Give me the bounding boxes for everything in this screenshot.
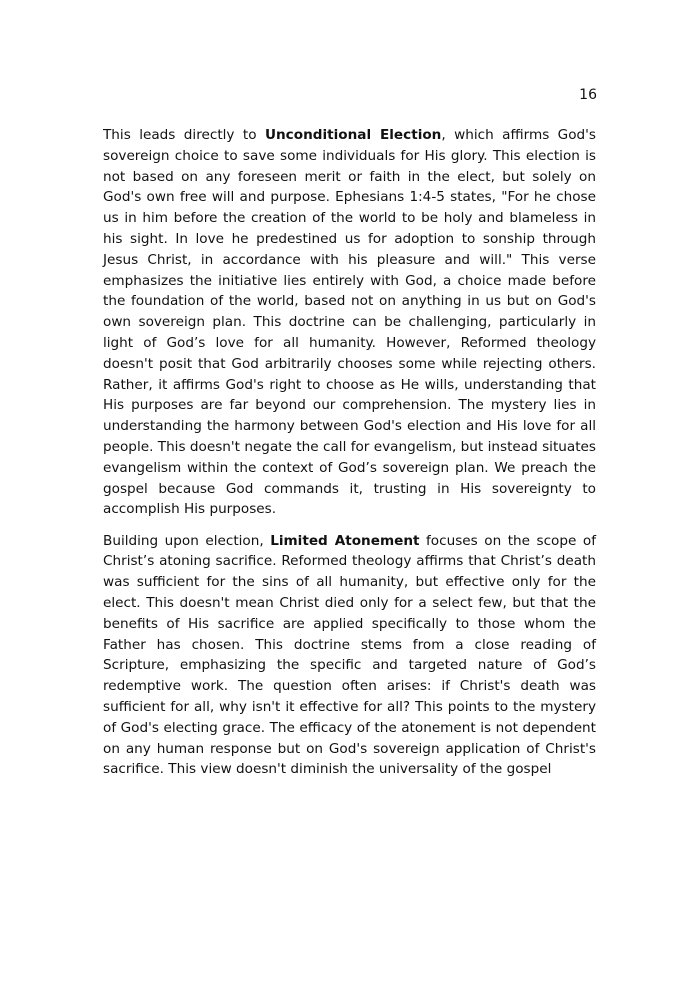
page-number: 16	[579, 87, 597, 103]
term-unconditional-election: Unconditional Election	[264, 127, 442, 143]
paragraph-limited-atonement	[103, 531, 596, 781]
paragraph-text-lead: Building upon election,	[103, 532, 271, 549]
paragraph-text-body: , which affirms God's sovereign choice to save some individuals for His glory. This election is not based on any foreseen merit or faith in the elect, but solely on God's own free will and purpose. Ephesians 1:4-5 states, "For he chose us in him before the creation of the world to be holy and blameless in his sight. In love he predestined us for adoption to sonship through Jesus Christ, in accordance with his pleasure and will." This verse emphasizes the initiative lies entirely with God, a choice made before the foundation of the world, based not on anything in us but on God's own sovereign plan. This doctrine can be challenging, particularly in light of God’s love for all humanity. However, Reformed theology doesn't posit that God arbitrarily chooses some while rejecting others. Rather, it affirms God's right to choose as He wills, understanding that His purposes are far beyond our comprehension. The mystery lies in understanding the harmony between God's election and His love for all people. This doesn't negate the call for evangelism, but instead situates evangelism within the context of God’s sovereign plan. We preach the gospel because God commands it, trusting in His sovereignty to accomplish His purposes.	[103, 127, 596, 518]
paragraph-text-lead: This leads directly to	[103, 127, 265, 143]
paragraph-text-body: focuses on the scope of Christ’s atoning sacrifice. Reformed theology affirms that Christ’s death was sufficient for the sins of all humanity, but effective only for the elect. This doesn't mean Christ died only for a select few, but that the benefits of His sacrifice are applied specifically to those whom the Father has chosen. This doctrine stems from a close reading of Scripture, emphasizing the specific and targeted nature of God’s redemptive work. The question often arises: if Christ's death was sufficient for all, why isn't it effective for all? This points to the mystery of God's electing grace. The efficacy of the atonement is not dependent on any human response but on God's sovereign application of Christ's sacrifice. This view doesn't diminish the universality of the gospel	[103, 532, 596, 778]
page-body	[103, 125, 596, 791]
paragraph-unconditional-election	[103, 125, 596, 520]
term-limited-atonement: Limited Atonement	[270, 532, 420, 549]
